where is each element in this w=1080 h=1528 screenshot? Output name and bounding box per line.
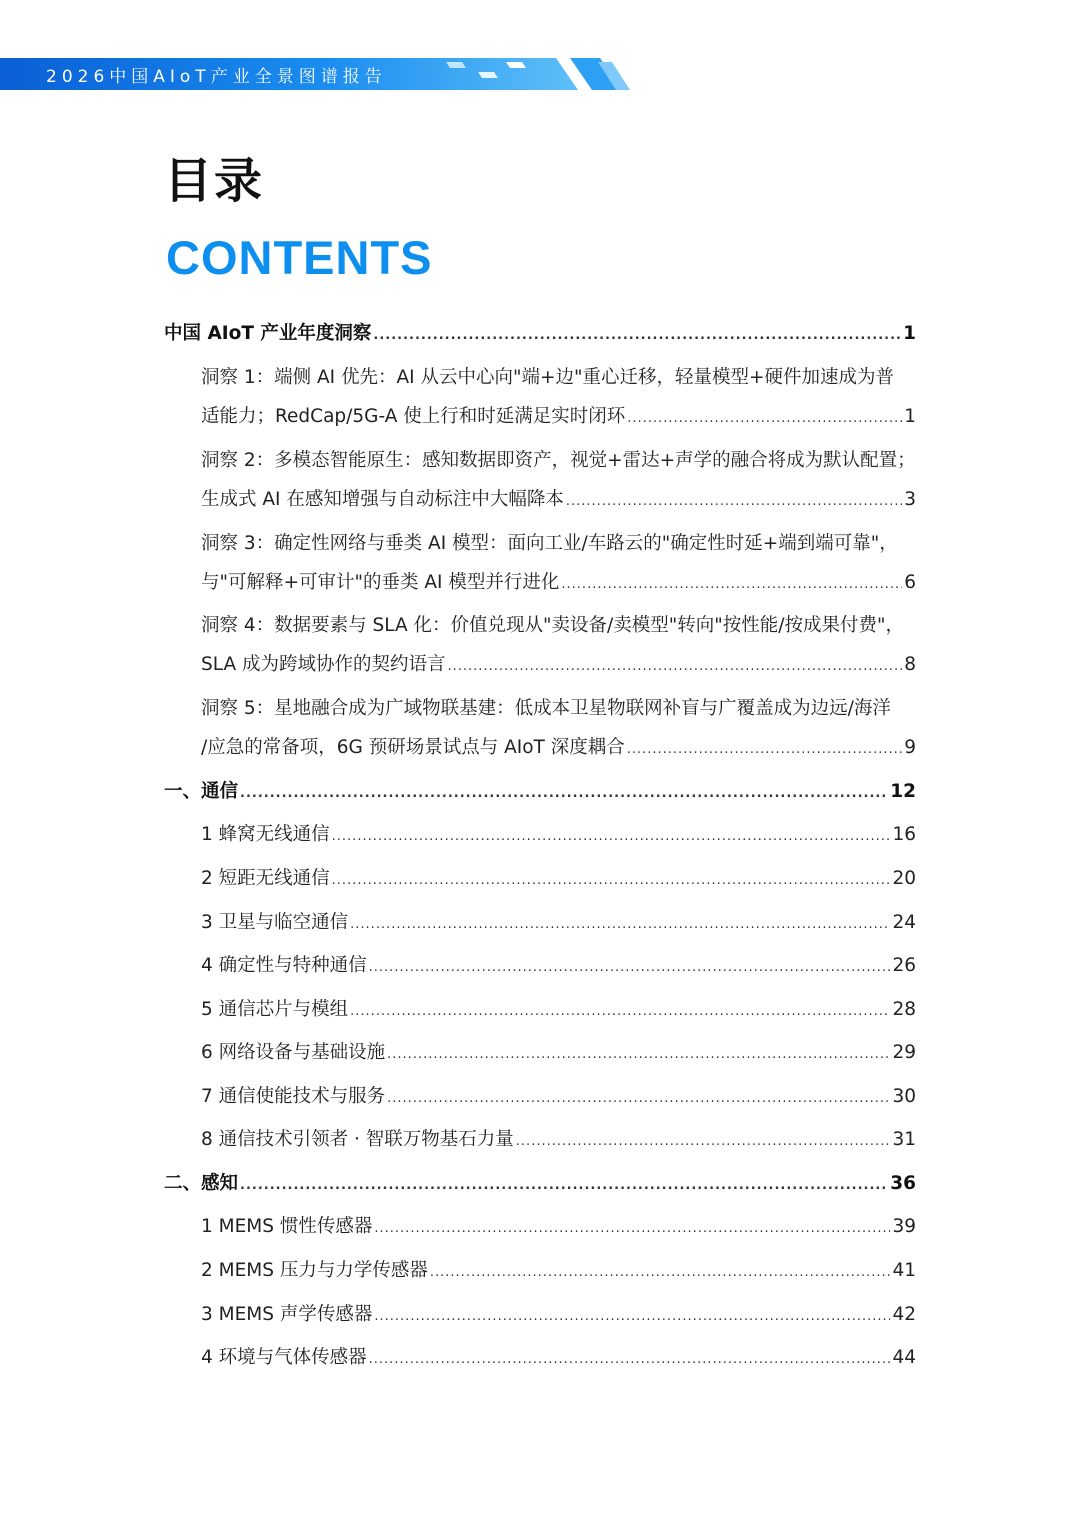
report-title: 2026中国AIoT产业全景图谱报告 bbox=[46, 67, 387, 87]
toc-dot-leader bbox=[332, 866, 891, 896]
toc-entry-title: 2 MEMS 压力与力学传感器 bbox=[201, 1260, 428, 1281]
toc-page-number: 41 bbox=[892, 1260, 916, 1281]
toc-dot-leader bbox=[387, 1040, 890, 1070]
toc-page-number: 31 bbox=[892, 1129, 916, 1150]
toc-dot-leader bbox=[332, 822, 891, 852]
toc-entry-title: 洞察 3：确定性网络与垂类 AI 模型：面向工业/车路云的"确定性时延+端到端可靠"， bbox=[201, 533, 898, 554]
toc-entry[interactable] bbox=[201, 1256, 916, 1286]
toc-entry[interactable] bbox=[201, 568, 916, 598]
toc-entry[interactable] bbox=[201, 951, 916, 981]
toc-page-number: 44 bbox=[892, 1347, 916, 1368]
toc-entry-title: 3 卫星与临空通信 bbox=[201, 912, 349, 933]
toc-entry[interactable] bbox=[201, 1212, 916, 1242]
toc-entry-title: 2 短距无线通信 bbox=[201, 868, 330, 889]
toc-entry-line[interactable] bbox=[201, 611, 920, 641]
toc-entry-title: 生成式 AI 在感知增强与自动标注中大幅降本 bbox=[201, 489, 564, 510]
toc-entry-line[interactable] bbox=[201, 529, 920, 559]
toc-page-number: 1 bbox=[903, 323, 916, 344]
toc-entry[interactable] bbox=[201, 908, 916, 938]
toc-entry[interactable] bbox=[201, 864, 916, 894]
toc-page-number: 29 bbox=[892, 1042, 916, 1063]
toc-entry-title: 适能力；RedCap/5G-A 使上行和时延满足实时闭环 bbox=[201, 406, 626, 427]
toc-dot-leader bbox=[561, 570, 902, 600]
toc-entry-line[interactable] bbox=[201, 363, 920, 393]
toc-dot-leader bbox=[387, 1084, 890, 1114]
toc-page-number: 26 bbox=[892, 955, 916, 976]
toc-chapter[interactable] bbox=[164, 777, 916, 807]
toc-page-number: 24 bbox=[892, 912, 916, 933]
toc-entry-title: 1 MEMS 惯性传感器 bbox=[201, 1216, 373, 1237]
toc-page-number: 12 bbox=[890, 781, 916, 802]
toc-entry-title: 5 通信芯片与模组 bbox=[201, 999, 349, 1020]
toc-entry-title: 3 MEMS 声学传感器 bbox=[201, 1304, 373, 1325]
toc-entry-title: 1 蜂窝无线通信 bbox=[201, 824, 330, 845]
toc-entry-title: 4 确定性与特种通信 bbox=[201, 955, 367, 976]
page-title-en: CONTENTS bbox=[166, 231, 433, 284]
toc-page-number: 9 bbox=[904, 737, 916, 758]
toc-entry[interactable] bbox=[201, 1343, 916, 1373]
toc-dot-leader bbox=[516, 1127, 891, 1157]
toc-dot-leader bbox=[627, 404, 902, 434]
toc-entry-title: 与"可解释+可审计"的垂类 AI 模型并行进化 bbox=[201, 572, 560, 593]
toc-dot-leader bbox=[374, 1302, 890, 1332]
toc-dot-leader bbox=[448, 652, 903, 682]
toc-page-number: 1 bbox=[904, 406, 916, 427]
toc-entry-title: 中国 AIoT 产业年度洞察 bbox=[164, 323, 372, 344]
toc-page-number: 28 bbox=[892, 999, 916, 1020]
toc-dot-leader bbox=[627, 735, 903, 765]
toc-page-number: 30 bbox=[892, 1086, 916, 1107]
toc-page-number: 20 bbox=[892, 868, 916, 889]
toc-dot-leader bbox=[374, 1214, 890, 1244]
toc-entry-title: 洞察 1：端侧 AI 优先：AI 从云中心向"端+边"重心迁移，轻量模型+硬件加速成为普 bbox=[201, 367, 895, 388]
toc-dot-leader bbox=[350, 997, 890, 1027]
toc-dot-leader bbox=[350, 910, 890, 940]
toc-entry[interactable] bbox=[201, 1125, 916, 1155]
toc-entry[interactable] bbox=[201, 1300, 916, 1330]
toc-entry-title: 洞察 2：多模态智能原生：感知数据即资产，视觉+雷达+声学的融合将成为默认配置； bbox=[201, 450, 916, 471]
toc-dot-leader bbox=[373, 321, 901, 351]
toc-entry[interactable] bbox=[201, 485, 916, 515]
toc-entry-title: 洞察 4：数据要素与 SLA 化：价值兑现从"卖设备/卖模型"转向"按性能/按成果付费"， bbox=[201, 615, 905, 636]
toc-page-number: 3 bbox=[904, 489, 916, 510]
page-title-cn: 目录 bbox=[164, 153, 265, 209]
toc-entry[interactable] bbox=[201, 995, 916, 1025]
toc-chapter[interactable] bbox=[164, 319, 916, 349]
toc-entry[interactable] bbox=[201, 733, 916, 763]
toc-chapter[interactable] bbox=[164, 1169, 916, 1199]
toc-page-number: 39 bbox=[892, 1216, 916, 1237]
toc-entry-title: 4 环境与气体传感器 bbox=[201, 1347, 367, 1368]
toc-dot-leader bbox=[430, 1258, 891, 1288]
toc-page-number: 6 bbox=[904, 572, 916, 593]
toc-entry-line[interactable] bbox=[201, 694, 920, 724]
toc-entry[interactable] bbox=[201, 1038, 916, 1068]
toc-entry[interactable] bbox=[201, 1082, 916, 1112]
toc-entry[interactable] bbox=[201, 402, 916, 432]
toc-entry-title: /应急的常备项，6G 预研场景试点与 AIoT 深度耦合 bbox=[201, 737, 625, 758]
toc-page-number: 42 bbox=[892, 1304, 916, 1325]
toc-entry-title: 6 网络设备与基础设施 bbox=[201, 1042, 386, 1063]
toc-page-number: 16 bbox=[892, 824, 916, 845]
toc-entry[interactable] bbox=[201, 650, 916, 680]
toc-entry-title: 一、通信 bbox=[164, 781, 239, 802]
toc-dot-leader bbox=[240, 779, 888, 809]
toc-dot-leader bbox=[369, 1345, 891, 1375]
toc-entry-line[interactable] bbox=[201, 446, 920, 476]
toc-entry-title: 二、感知 bbox=[164, 1173, 239, 1194]
toc-dot-leader bbox=[369, 953, 891, 983]
toc-page-number: 8 bbox=[904, 654, 916, 675]
toc-dot-leader bbox=[240, 1171, 888, 1201]
toc-dot-leader bbox=[566, 487, 902, 517]
toc-page-number: 36 bbox=[890, 1173, 916, 1194]
toc-entry-title: 7 通信使能技术与服务 bbox=[201, 1086, 386, 1107]
toc-entry-title: SLA 成为跨域协作的契约语言 bbox=[201, 654, 446, 675]
toc-entry[interactable] bbox=[201, 820, 916, 850]
toc-entry-title: 洞察 5：星地融合成为广域物联基建：低成本卫星物联网补盲与广覆盖成为边远/海洋 bbox=[201, 698, 891, 719]
toc-entry-title: 8 通信技术引领者 · 智联万物基石力量 bbox=[201, 1129, 514, 1150]
